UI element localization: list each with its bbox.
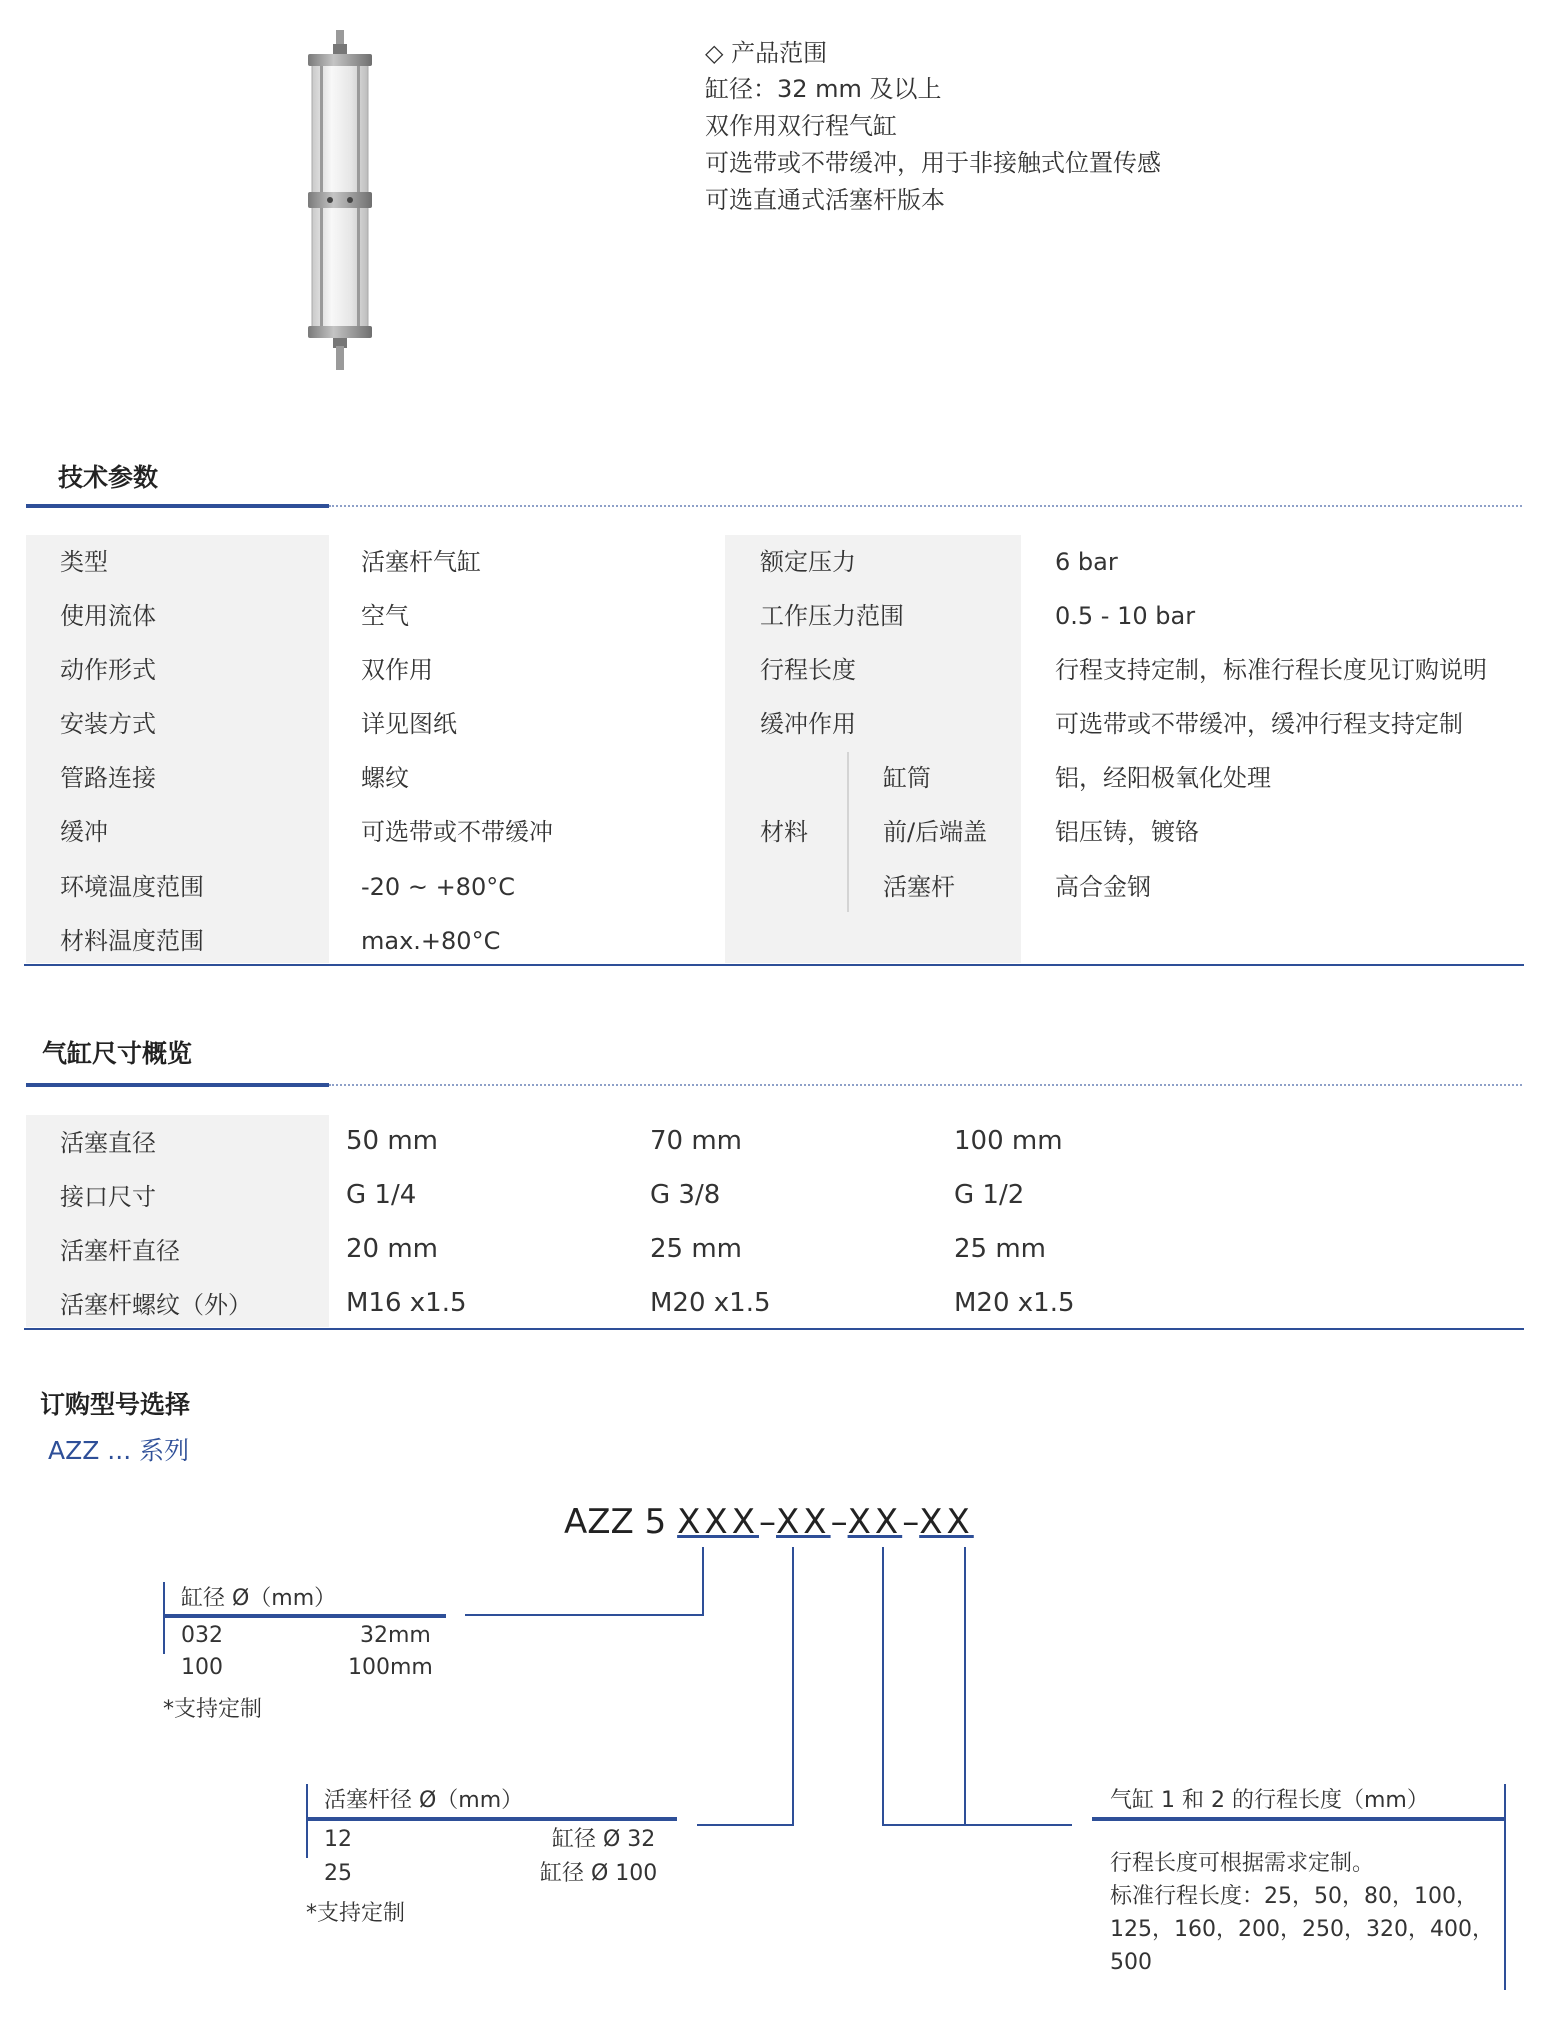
dims-value: G 3/8 [650,1180,721,1210]
tech-label: 安装方式 [60,710,156,738]
tech-value: max.+80°C [361,927,501,955]
tech-label: 类型 [60,548,108,576]
tech-label: 管路连接 [60,764,156,792]
dims-section-title: 气缸尺寸概览 [42,1039,193,1068]
dims-value: G 1/4 [346,1180,417,1210]
tech-label: 使用流体 [60,602,156,630]
material-label: 材料 [760,818,808,846]
material-part: 缸筒 [883,764,931,792]
stroke-line-3: 125，160，200，250，320，400， [1110,1917,1494,1942]
connector-rod-vertical [792,1547,794,1825]
tech-value: 0.5 - 10 bar [1055,602,1196,630]
dims-value: 70 mm [650,1126,743,1156]
order-code [564,1500,974,1544]
dims-value: 50 mm [346,1126,439,1156]
tech-value: 双作用 [361,656,433,684]
connector-rod-horizontal [697,1824,794,1826]
tech-value: 详见图纸 [361,710,457,738]
code-sep: – [830,1502,848,1542]
tech-value: -20 ~ +80°C [361,873,515,901]
material-value: 铝压铸，镀铬 [1055,818,1199,846]
code-group-stroke-1: XX [847,1502,903,1542]
connector-stroke2-vertical [964,1547,966,1826]
dims-title-rule [26,1083,329,1087]
tech-value: 可选带或不带缓冲 [361,818,553,846]
bore-desc: 32mm [360,1623,431,1648]
code-sep: – [759,1502,776,1542]
material-part: 活塞杆 [883,873,955,901]
dims-label: 活塞杆螺纹（外） [60,1291,252,1319]
connector-stroke-horizontal [882,1824,1072,1826]
connector-bore-horizontal [465,1614,704,1616]
range-line-1: 缸径：32 mm 及以上 [705,75,942,103]
tech-value: 活塞杆气缸 [361,548,481,576]
dims-label: 活塞杆直径 [60,1237,180,1265]
dims-value: M20 x1.5 [650,1288,771,1318]
bore-desc: 100mm [348,1655,433,1680]
rod-desc: 缸径 Ø 100 [540,1861,658,1886]
material-divider [847,752,849,912]
dims-bottom-rule [24,1328,1524,1330]
material-value: 高合金钢 [1055,873,1151,901]
bore-code: 100 [181,1655,223,1680]
dims-label: 接口尺寸 [60,1183,156,1211]
dims-value: G 1/2 [954,1180,1025,1210]
tech-section-title: 技术参数 [58,463,159,492]
material-part: 前/后端盖 [883,818,988,846]
tech-label: 缓冲作用 [760,710,856,738]
tech-label: 材料温度范围 [60,927,204,955]
rod-title: 活塞杆径 Ø（mm） [324,1788,524,1813]
tech-label: 动作形式 [60,656,156,684]
connector-stroke1-vertical [882,1547,884,1826]
code-group-stroke-2: XX [919,1502,974,1542]
dims-value: M20 x1.5 [954,1288,1075,1318]
tech-value: 可选带或不带缓冲，缓冲行程支持定制 [1055,710,1463,738]
range-line-3: 可选带或不带缓冲，用于非接触式位置传感 [705,149,1161,177]
range-title: ◇ 产品范围 [705,39,828,67]
range-line-2: 双作用双行程气缸 [705,112,897,140]
tech-value: 6 bar [1055,548,1118,576]
rod-note: *支持定制 [306,1901,406,1926]
connector-bore-vertical [702,1547,704,1615]
stroke-line-4: 500 [1110,1950,1152,1975]
bore-note: *支持定制 [163,1697,263,1722]
tech-label: 行程长度 [760,656,856,684]
stroke-box-right-rule [1504,1784,1506,1990]
rod-title-rule [306,1817,677,1821]
tech-dotted-rule [329,505,1522,507]
stroke-line-2: 标准行程长度：25，50，80，100， [1110,1884,1478,1909]
dims-value: 25 mm [650,1234,743,1264]
stroke-title-rule [1092,1817,1506,1821]
tech-title-rule [26,504,329,508]
dims-value: 100 mm [954,1126,1063,1156]
rod-box-left-rule [306,1784,308,1858]
tech-right-label-column [725,535,1021,963]
tech-bottom-rule [24,964,1524,966]
dims-value: 20 mm [346,1234,439,1264]
cylinder-product-image [300,30,380,370]
code-group-bore: XXX [677,1502,759,1542]
rod-desc: 缸径 Ø 32 [552,1827,656,1852]
dims-dotted-rule [329,1084,1522,1086]
tech-label: 工作压力范围 [760,602,904,630]
tech-value: 行程支持定制，标准行程长度见订购说明 [1055,656,1487,684]
tech-value: 螺纹 [361,764,409,792]
bore-title: 缸径 Ø（mm） [181,1586,337,1611]
order-series: AZZ ... 系列 [48,1436,190,1465]
dims-label: 活塞直径 [60,1129,156,1157]
range-line-4: 可选直通式活塞杆版本 [705,186,945,214]
code-sep: – [902,1502,920,1542]
dims-value: M16 x1.5 [346,1288,467,1318]
bore-code: 032 [181,1623,223,1648]
code-prefix: AZZ 5 [564,1502,667,1542]
tech-label: 缓冲 [60,818,108,846]
order-section-title: 订购型号选择 [40,1390,191,1419]
rod-code: 25 [324,1861,352,1886]
bore-box-left-rule [163,1582,165,1654]
material-value: 铝，经阳极氧化处理 [1055,764,1271,792]
tech-label: 环境温度范围 [60,873,204,901]
tech-label: 额定压力 [760,548,856,576]
stroke-title: 气缸 1 和 2 的行程长度（mm） [1110,1788,1429,1813]
stroke-line-1: 行程长度可根据需求定制。 [1110,1851,1375,1876]
bore-title-rule [163,1614,446,1618]
rod-code: 12 [324,1827,352,1852]
tech-value: 空气 [361,602,409,630]
code-group-rod: XX [776,1502,831,1542]
dims-value: 25 mm [954,1234,1047,1264]
